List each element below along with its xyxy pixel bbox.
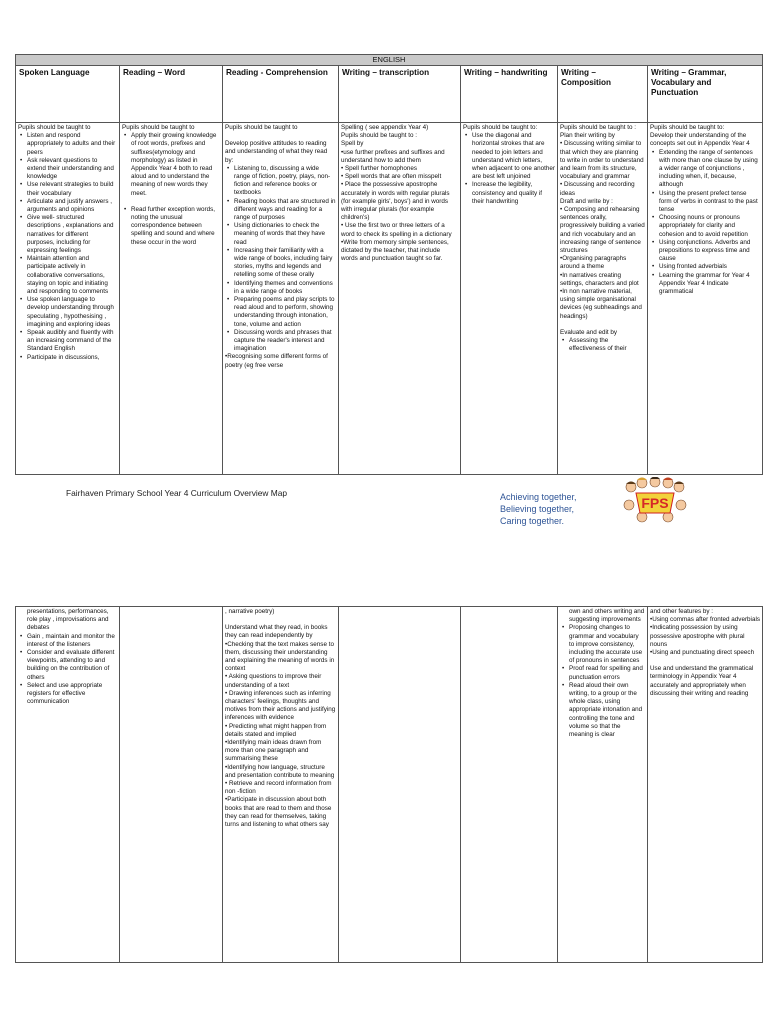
list-item: presentations, performances, role play , improvisations and debates — [27, 608, 109, 632]
list-item: • Using the present prefect tense form of verbs in contrast to the past tense — [659, 190, 760, 215]
cell-line: Pupils should be taught to : — [341, 132, 417, 140]
spacer — [650, 657, 760, 665]
spacer — [225, 132, 336, 140]
column-header-reading-comprehension: Reading - Comprehension — [223, 66, 339, 123]
list-item: •Checking that the text makes sense to them, discussing their understanding and explaining the meaning of words in context — [225, 640, 335, 673]
list-item: • Predicting what might happen from details stated and implied — [225, 722, 327, 738]
list-item: •Identifying how language, structure and presentation contribute to meaning — [225, 763, 335, 779]
list-item: • Discussing words and phrases that capture the reader's interest and imagination — [234, 329, 336, 354]
list-item: • Participate in discussions, — [27, 354, 117, 362]
list-item: • Select and use appropriate registers for effective communication — [27, 682, 117, 707]
list-item: • Read further exception words, noting the unusual correspondence between spelling and sound and where these occur in the word — [131, 206, 220, 247]
list-item: •In non narrative material, using simple organisational devices (eg subheadings and headings) — [560, 288, 642, 320]
list-item: • Extending the range of sentences with more than one clause by using a wider range of conjunctions , including when, if, because, although — [659, 149, 760, 190]
composition-list-continued — [560, 608, 645, 739]
column-header-writing-composition: Writing – Composition — [558, 66, 648, 123]
list-item: • Learning the grammar for Year 4 Appendix Year 4 Indicate grammatical — [659, 272, 760, 297]
list-item: • Increasing their familiarity with a wide range of books, including fairy stories, myths and legends and retelling some of these orally — [234, 247, 336, 280]
list-item: • Use relevant strategies to build their vocabulary — [27, 181, 117, 197]
list-item: • Retrieve and record information from non -fiction — [225, 780, 332, 796]
cell-lead: Develop their understanding of the concepts set out in Appendix Year 4 — [650, 132, 750, 148]
subject-title: ENGLISH — [16, 55, 763, 66]
grammar-list — [650, 149, 760, 297]
list-item: • Use the first two or three letters of a word to check its spelling in a dictionary — [341, 222, 452, 238]
document-footer-title: Fairhaven Primary School Year 4 Curriculum Overview Map — [66, 488, 288, 498]
list-item: •Using and punctuating direct speech — [650, 649, 755, 657]
list-item: • Using conjunctions. Adverbs and prepositions to express time and cause — [659, 239, 760, 264]
list-item: • Listen and respond appropriately to adults and their peers — [27, 132, 117, 157]
list-item: • Drawing inferences such as inferring characters' feelings, thoughts and motives from their actions and justifying inferences with evidence — [225, 689, 336, 722]
cell-writing-transcription — [339, 123, 461, 475]
spacer — [131, 198, 220, 206]
cell-intro: Pupils should be taught to — [122, 124, 195, 131]
school-motto — [500, 491, 577, 527]
curriculum-table-page-1 — [15, 54, 763, 475]
list-item: • Articulate and justify answers , arguments and opinions — [27, 198, 117, 214]
list-item: • Listening to, discussing a wide range of fiction, poetry, plays, non- fiction and reference books or textbooks — [234, 165, 336, 198]
cell-paragraph: Understand what they read, in books they can read independently by — [225, 624, 328, 640]
list-item: • Apply their growing knowledge of root words, prefixes and suffixes(etymology and morphology) as listed in Appendix Year 4 both to read aloud and to understand the meaning of new words they meet. — [131, 132, 220, 198]
list-item: • Preparing poems and play scripts to read aloud and to perform, showing understanding through intonation, tone, volume and action — [234, 296, 336, 329]
cell-spoken-language — [16, 123, 120, 475]
column-header-writing-transcription: Writing – transcription — [339, 66, 461, 123]
cell-lead: Develop positive attitudes to reading and understanding of what they read by: — [225, 140, 328, 164]
cell-lead: , narrative poetry) — [225, 608, 275, 615]
cell-writing-grammar — [648, 123, 763, 475]
list-item: • Identifying themes and conventions in a wide range of books — [234, 280, 336, 296]
list-item: •Identifying main ideas drawn from more than one paragraph and summarising these — [225, 739, 322, 763]
list-item: •Recognising some different forms of poetry (eg free verse — [225, 353, 328, 369]
list-item: • Choosing nouns or pronouns appropriately for clarity and cohesion and to avoid repetition — [659, 214, 760, 239]
list-item: •Organising paragraphs around a theme — [560, 255, 627, 271]
list-item: • Composing and rehearsing sentences orally, progressively building a varied and rich vocabulary and an increasing range of sentence structures — [560, 206, 645, 255]
list-item: •In narratives creating settings, characters and plot — [560, 271, 639, 287]
logo-text: FPS — [641, 495, 669, 511]
list-item: •Participate in discussion about both books that are read to them and those they can read for themselves, taking turns and listening to what others say — [225, 796, 332, 829]
cell-intro: Pupils should be taught to — [18, 124, 91, 131]
cell-writing-composition — [558, 123, 648, 475]
list-item: • Discussing and recording ideas — [560, 181, 635, 197]
cell-writing-composition-continued — [558, 607, 648, 963]
cell-writing-handwriting-continued — [461, 607, 558, 963]
reading-word-list — [122, 132, 220, 247]
list-item: • Maintain attention and participate actively in collaborative conversations, staying on topic and initiating and responding to comments — [27, 255, 117, 296]
spacer — [560, 321, 645, 329]
cell-writing-handwriting — [461, 123, 558, 475]
school-logo — [622, 477, 688, 523]
cell-reading-comprehension — [223, 123, 339, 475]
column-header-spoken-language: Spoken Language — [16, 66, 120, 123]
list-item: • Proposing changes to grammar and vocabulary to improve consistency, including the accurate use of pronouns in sentences — [569, 624, 645, 665]
cell-intro: Pupils should be taught to — [225, 124, 298, 131]
list-item: • Give well- structured descriptions , explanations and narratives for different purposes, including for expressing feelings — [27, 214, 117, 255]
cell-spoken-language-continued — [16, 607, 120, 963]
motto-line: Believing together, — [500, 504, 575, 514]
list-item: • Asking questions to improve their understanding of a text — [225, 673, 322, 689]
list-item: • Using dictionaries to check the meaning of words that they have read — [234, 222, 336, 247]
list-item: •Indicating possession by using possessive apostrophe with plural nouns — [650, 624, 745, 648]
list-item: Draft and write by : — [560, 197, 613, 205]
curriculum-table-page-2 — [15, 606, 763, 963]
cell-intro: Pupils should be taught to: — [463, 124, 538, 131]
handwriting-list — [463, 132, 555, 206]
cell-intro: Pupils should be taught to : — [560, 124, 636, 131]
cell-lead: Plan their writing by — [560, 132, 615, 140]
list-item: •Using commas after fronted adverbials — [650, 616, 760, 624]
list-item: • Speak audibly and fluently with an increasing command of the Standard English — [27, 329, 117, 354]
composition-evaluate-list — [560, 337, 645, 353]
list-item: • Use the diagonal and horizontal strokes that are needed to join letters and understand which letters, when adjacent to one another are best left unjoined — [472, 132, 555, 181]
list-item: own and others writing and suggesting improvements — [569, 608, 645, 624]
list-item: •Write from memory simple sentences, dictated by the teacher, that include words and punctuation taught so far. — [341, 238, 449, 263]
motto-line: Achieving together, — [500, 492, 577, 502]
cell-intro: Pupils should be taught to: — [650, 124, 725, 131]
cell-line: Spell by — [341, 140, 364, 148]
motto-line: Caring together. — [500, 516, 565, 526]
list-item: • Assessing the effectiveness of their — [569, 337, 645, 353]
list-item: • Proof read for spelling and punctuation errors — [569, 665, 645, 681]
column-header-reading-word: Reading – Word — [120, 66, 223, 123]
column-header-writing-handwriting: Writing – handwriting — [461, 66, 558, 123]
list-item: • Spell further homophones — [341, 165, 418, 173]
list-item: • Place the possessive apostrophe accurately in words with regular plurals (for example girls', boys') and in words with irregular plurals (for example children's) — [341, 181, 450, 222]
spacer — [225, 616, 336, 624]
cell-lead: and other features by : — [650, 608, 714, 615]
spoken-list-continued — [18, 608, 117, 706]
list-item: • Using fronted adverbials — [659, 263, 760, 271]
cell-paragraph: Use and understand the grammatical terminology in Appendix Year 4 accurately and appropriately when discussing their writing and reading — [650, 665, 754, 697]
list-item: • Spell words that are often misspelt — [341, 173, 442, 181]
cell-reading-word — [120, 123, 223, 475]
cell-writing-transcription-continued — [339, 607, 461, 963]
list-item: • Ask relevant questions to extend their understanding and knowledge — [27, 157, 117, 182]
cell-line: Spelling ( see appendix Year 4) — [341, 124, 429, 131]
list-item: • Gain , maintain and monitor the interest of the listeners — [27, 633, 117, 649]
list-item: • Reading books that are structured in different ways and reading for a range of purposes — [234, 198, 336, 223]
cell-reading-word-continued — [120, 607, 223, 963]
list-item: • Increase the legibility, consistency and quality if their handwriting — [472, 181, 555, 206]
reading-comprehension-list — [225, 165, 336, 354]
cell-writing-grammar-continued — [648, 607, 763, 963]
list-item: • Consider and evaluate different viewpoints, attending to and building on the contribution of others — [27, 649, 117, 682]
spoken-list — [18, 132, 117, 362]
list-item: • Use spoken language to develop understanding through speculating , hypothesising , imagining and exploring ideas — [27, 296, 117, 329]
column-header-writing-grammar: Writing – Grammar, Vocabulary and Punctuation — [648, 66, 763, 123]
cell-reading-comprehension-continued — [223, 607, 339, 963]
list-item: •use further prefixes and suffixes and understand how to add them — [341, 148, 445, 164]
cell-lead: Evaluate and edit by — [560, 328, 618, 336]
list-item: • Read aloud their own writing, to a group or the whole class, using appropriate intonation and controlling the tone and volume so that the meaning is clear — [569, 682, 645, 739]
list-item: • Discussing writing similar to that which they are planning to write in order to understand and learn from its structure, vocabulary and grammar — [560, 140, 644, 181]
